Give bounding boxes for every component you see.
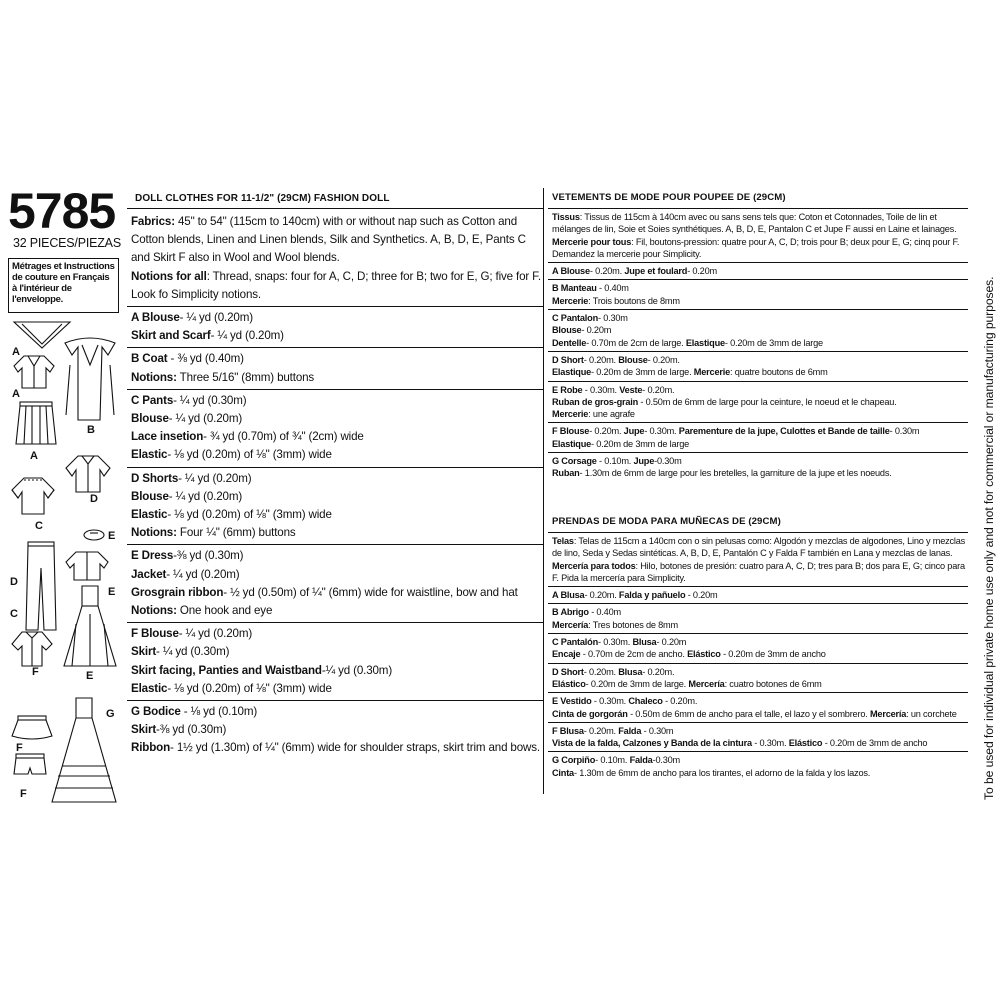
item-label: G Corsage — [552, 456, 597, 467]
item-value: - ⅛ yd (0.10m) — [180, 705, 258, 719]
item-label: Notions: — [131, 604, 177, 618]
item-label: Blouse — [131, 489, 169, 503]
item-label: C Pants — [131, 393, 174, 407]
es-view-g — [548, 751, 968, 781]
item-value: : Telas de 115cm a 140cm con o sin pelusas como: Algodón y mezclas de algodones, Lino y mezclas de lino, Seda y Sedas sintéticas. A, B, D, E, Pantalón C y Falda F también en Lana y mezclas de lanas. — [552, 536, 966, 559]
item-value: - 0.30m. — [591, 696, 629, 707]
item-label: Elastique — [685, 337, 725, 348]
es-view-e — [548, 692, 968, 722]
pants-sketch — [24, 540, 58, 632]
sketch-label: F — [32, 666, 39, 678]
item-value: - 0.20m. — [589, 426, 624, 437]
item-value: - 0.70m de 2cm de ancho. — [580, 649, 688, 660]
item-value: - 0.20m. — [647, 354, 680, 365]
item-label: Skirt — [131, 723, 157, 737]
item-value: - 0.30m. — [751, 738, 789, 749]
item-value: - ¼ yd (0.20m) — [166, 567, 240, 581]
item-label: B Manteau — [552, 283, 597, 294]
item-label: Elastic — [131, 508, 168, 522]
item-value: - 0.20m. — [642, 666, 675, 677]
sketch-label: D — [10, 576, 18, 588]
english-heading: DOLL CLOTHES FOR 11-1/2" (29CM) FASHION DOLL — [135, 193, 390, 204]
item-label: G Bodice — [131, 705, 181, 719]
item-value: -0.30m — [652, 755, 680, 766]
blouse-f-sketch — [8, 628, 56, 668]
es-view-a — [548, 586, 968, 603]
item-value: - 0.20m — [581, 325, 612, 336]
item-value: - 0.20m. — [583, 354, 619, 365]
english-yardage-column — [127, 190, 543, 760]
french-yardage-column — [548, 192, 968, 482]
sketch-label: C — [35, 520, 43, 532]
item-value: - ½ yd (0.50m) of ¼" (6mm) wide for waistline, bow and hat — [223, 585, 518, 599]
item-value: - 1.30m de 6mm de ancho para los tirantes, el adorno de la falda y los lazos. — [573, 767, 871, 778]
item-label: Elastique — [552, 367, 592, 378]
item-value: - 1½ yd (1.30m) of ¼" (6mm) wide for shoulder straps, skirt trim and bows. — [170, 741, 540, 755]
item-label: Ribbon — [131, 741, 171, 755]
view-b-section — [127, 347, 543, 388]
item-value: - 0.20m de 3mm de large — [724, 337, 823, 348]
item-value: -⅜ yd (0.30m) — [156, 723, 227, 737]
item-label: Elastique — [552, 438, 592, 449]
item-value: - ¼ yd (0.20m) — [168, 412, 243, 426]
sketch-label: A — [12, 346, 20, 358]
item-value: - 0.20m — [656, 637, 687, 648]
item-value: - ¼ yd (0.30m) — [156, 645, 230, 659]
item-value: Four ¼" (6mm) buttons — [176, 526, 296, 540]
item-label: Notions: — [131, 526, 177, 540]
item-label: E Dress — [131, 549, 174, 563]
item-label: F Blouse — [131, 627, 179, 641]
item-value: - 0.20m de 3mm de ancho — [720, 649, 826, 660]
blouse-c-sketch — [8, 474, 58, 516]
item-label: Jupe et foulard — [624, 266, 688, 277]
item-label: D Short — [552, 666, 584, 677]
item-label: Veste — [619, 384, 643, 395]
item-value: - 0.30m. — [644, 426, 679, 437]
item-label: Mercerie pour tous — [552, 236, 632, 247]
es-view-d — [548, 663, 968, 693]
sketch-label: E — [108, 586, 116, 598]
item-value: - ¼ yd (0.30m) — [173, 393, 247, 407]
item-value: - 0.10m. — [596, 456, 634, 467]
sketch-label: E — [86, 670, 94, 682]
item-label: Skirt facing, Panties and Waistband — [131, 663, 322, 677]
sketch-label: A — [12, 388, 20, 400]
item-label: Falda — [629, 755, 653, 766]
french-heading: VETEMENTS DE MODE POUR POUPEE DE (29CM) — [552, 192, 786, 203]
notions-label: Notions for all — [131, 269, 207, 283]
es-view-b — [548, 603, 968, 633]
item-label: G Corpiño — [552, 755, 596, 766]
es-view-c — [548, 633, 968, 663]
tissus-section — [548, 208, 968, 262]
item-value: - 0.50m de 6mm de large pour la ceinture, le noeud et le chapeau. — [638, 396, 897, 407]
item-value: - 0.40m — [596, 283, 629, 294]
item-value: - 0.20m. — [589, 266, 625, 277]
sketch-label: C — [10, 608, 18, 620]
item-value: - 0.70m de 2cm de large. — [586, 337, 686, 348]
item-value: - ¼ yd (0.20m) — [168, 489, 243, 503]
item-label: Jacket — [131, 567, 167, 581]
pattern-number: 5785 — [8, 183, 116, 239]
telas-section — [548, 532, 968, 586]
fr-view-c — [548, 309, 968, 351]
item-label: Jupe — [623, 426, 645, 437]
fr-view-g — [548, 452, 968, 482]
piece-count: 32 PIECES/PIEZAS — [13, 236, 121, 250]
item-label: Grosgrain ribbon — [131, 585, 224, 599]
item-label: D Short — [552, 354, 584, 365]
item-value: - ⅛ yd (0.20m) of ⅛" (3mm) wide — [167, 508, 332, 522]
item-value: Three 5/16" (8mm) buttons — [176, 370, 315, 384]
item-value: - 0.30m. — [582, 384, 620, 395]
item-value: - 0.20m — [687, 266, 717, 277]
usage-disclaimer: To be used for individual private home use only and not for commercial or manufacturing purposes. — [982, 276, 996, 800]
item-label: Blusa — [618, 666, 643, 677]
item-label: Tissus — [552, 212, 580, 222]
item-label: Mercería — [688, 678, 725, 689]
coat-sketch — [60, 335, 120, 425]
item-value: : cuatro botones de 6mm — [724, 678, 822, 689]
item-label: A Blouse — [131, 311, 180, 325]
french-instructions-note: Métrages et Instructions de couture en Français à l'intérieur de l'enveloppe. — [8, 258, 119, 313]
item-value: : Trois boutons de 8mm — [588, 295, 680, 306]
item-label: Jupe — [633, 456, 655, 467]
fabrics-section — [127, 208, 543, 306]
item-value: : quatre boutons de 6mm — [730, 367, 828, 378]
item-value: - 0.50m de 6mm de ancho para el talle, el lazo y el sombrero. — [627, 708, 870, 719]
item-value: : Fil, boutons-pression: quatre pour A, C, D; trois pour B; deux pour E, G; cinq pour F. Demandez la mercerie pour Simplicity. — [552, 236, 960, 259]
item-label: Encaje — [552, 649, 581, 660]
item-label: Elástico — [788, 738, 823, 749]
fr-view-a — [548, 262, 968, 279]
skirt-a-sketch — [14, 400, 58, 446]
item-value: - 0.10m. — [595, 755, 630, 766]
item-value: - 0.20m. — [583, 666, 619, 677]
item-value: - 0.30m. — [597, 637, 633, 648]
item-label: Chaleco — [628, 696, 663, 707]
item-value: - ⅛ yd (0.20m) of ⅛" (3mm) wide — [167, 681, 332, 695]
hat-sketch — [82, 528, 106, 542]
item-value: - ⅜ yd (0.40m) — [167, 352, 244, 366]
item-label: Ruban de gros-grain — [552, 396, 639, 407]
sketch-label: F — [20, 788, 27, 800]
item-label: Telas — [552, 536, 574, 546]
fr-view-f — [548, 422, 968, 452]
item-label: Elastic — [131, 681, 168, 695]
item-label: A Blouse — [552, 266, 590, 277]
item-label: Skirt — [131, 645, 157, 659]
item-value: -0.30m — [654, 456, 682, 467]
item-value: - 0.20m. — [583, 725, 619, 736]
item-label: F Blouse — [552, 426, 590, 437]
es-view-f — [548, 722, 968, 752]
view-a-section — [127, 306, 543, 347]
item-label: B Abrigo — [552, 607, 589, 618]
item-value: -⅜ yd (0.30m) — [173, 549, 244, 563]
fabrics-label: Fabrics: — [131, 215, 175, 228]
notions-text: : Thread, snaps: four for A, C, D; three for B; two for E, G; five for F. Look fo Simplicity notions. — [131, 269, 541, 301]
item-label: Elástico — [687, 649, 721, 660]
sketch-label: G — [106, 708, 115, 720]
item-label: Mercerie — [552, 409, 589, 420]
item-label: Cinta — [552, 767, 574, 778]
item-value: : Tissus de 115cm à 140cm avec ou sans sens tels que: Coton et Cotonnades, Toile de lin et mélanges de lin, Soie et Soies synthétiques. A, B, D, E, Pantalon C et Jupe F aussi en Laine et lainages. — [552, 212, 957, 235]
view-e-section — [127, 544, 543, 622]
sketch-label: E — [108, 530, 116, 542]
item-label: Blouse — [131, 412, 169, 426]
item-label: Ruban — [552, 468, 580, 479]
item-value: : un corchete — [906, 708, 957, 719]
item-value: - 0.30m — [889, 426, 920, 437]
item-label: E Robe — [552, 384, 583, 395]
item-value: - ¼ yd (0.20m) — [179, 311, 253, 325]
spanish-yardage-column — [548, 516, 968, 781]
item-label: Blusa — [632, 637, 657, 648]
item-label: Dentelle — [552, 337, 587, 348]
sketch-label: F — [16, 742, 23, 754]
item-label: Falda y pañuelo — [618, 590, 686, 601]
sketch-label: B — [87, 424, 95, 436]
item-label: E Vestido — [552, 696, 592, 707]
item-label: F Blusa — [552, 725, 584, 736]
item-label: Mercería — [869, 708, 907, 719]
item-label: Cinta de gorgorán — [552, 708, 628, 719]
item-value: - ¼ yd (0.20m) — [178, 471, 252, 485]
item-value: - 0.20m. — [584, 590, 619, 601]
item-label: Blouse — [618, 354, 648, 365]
item-value: - 0.20m de 3mm de large. — [591, 367, 694, 378]
jacket-e-sketch — [62, 548, 112, 582]
item-label: Elástico — [552, 678, 586, 689]
fr-view-e — [548, 381, 968, 423]
item-value: - 0.20m de 3mm de large. — [585, 678, 689, 689]
panties-f-sketch — [12, 752, 48, 778]
fabrics-text: 45" to 54" (115cm to 140cm) with or without nap such as Cotton and Cotton blends, Linen and Linen blends, Silk and Synthetics. A, B, D, E, Pants C and Skirt F also in Wool and Wool blends. — [131, 215, 526, 265]
item-label: Mercerie — [552, 295, 589, 306]
item-label: Notions: — [131, 370, 177, 384]
item-value: - 1.30m de 6mm de large pour les bretelles, la garniture de la jupe et les noeuds. — [579, 468, 892, 479]
item-value: - 0.20m. — [642, 384, 675, 395]
item-label: Mercería para todos — [552, 560, 636, 571]
item-value: - 0.20m. — [662, 696, 698, 707]
item-label: C Pantalón — [552, 637, 598, 648]
item-label: A Blusa — [552, 590, 585, 601]
view-f-section — [127, 622, 543, 700]
item-value: : Tres botones de 8mm — [588, 619, 678, 630]
view-c-section — [127, 389, 543, 467]
item-value: - 0.20m de 3mm de ancho — [822, 738, 928, 749]
item-label: Parementure de la jupe, Culottes et Bande de taille — [678, 426, 890, 437]
spanish-heading: PRENDAS DE MODA PARA MUÑECAS DE (29CM) — [552, 516, 781, 527]
item-label: C Pantalon — [552, 313, 598, 324]
item-label: D Shorts — [131, 471, 179, 485]
sketch-label: A — [30, 450, 38, 462]
blouse-d-sketch — [62, 452, 114, 494]
item-value: - ¼ yd (0.20m) — [210, 329, 284, 343]
item-value: - 0.30m — [641, 725, 674, 736]
item-value: : Hilo, botones de presión: cuatro para A, C, D; tres para B; dos para E, G; cinco para F. Pida la mercería para Simplicity. — [552, 560, 965, 583]
skirt-f-sketch — [10, 714, 54, 744]
item-value: -¼ yd (0.30m) — [321, 663, 393, 677]
item-value: - ¾ yd (0.70m) of ¾" (2cm) wide — [203, 430, 364, 444]
item-value: - 0.40m — [588, 607, 621, 618]
column-divider — [543, 188, 544, 794]
item-value: - ⅛ yd (0.20m) of ⅛" (3mm) wide — [167, 448, 332, 462]
item-value: - 0.30m — [597, 313, 628, 324]
fr-view-d — [548, 351, 968, 381]
item-label: Vista de la falda, Calzones y Banda de la cintura — [552, 738, 752, 749]
item-value: - 0.20m — [685, 590, 718, 601]
item-label: B Coat — [131, 352, 168, 366]
item-value: - ¼ yd (0.20m) — [178, 627, 253, 641]
item-value: - 0.20m de 3mm de large — [591, 438, 690, 449]
item-label: Lace insetion — [131, 430, 204, 444]
item-label: Mercerie — [693, 367, 730, 378]
item-label: Blouse — [552, 325, 582, 336]
item-label: Falda — [618, 725, 642, 736]
item-value: : une agrafe — [588, 409, 635, 420]
view-g-section — [127, 700, 543, 760]
view-d-section — [127, 467, 543, 545]
item-value: One hook and eye — [176, 604, 273, 618]
item-label: Mercería — [552, 619, 589, 630]
fr-view-b — [548, 279, 968, 309]
item-label: Elastic — [131, 448, 168, 462]
sketch-label: D — [90, 493, 98, 505]
item-label: Skirt and Scarf — [131, 329, 211, 343]
